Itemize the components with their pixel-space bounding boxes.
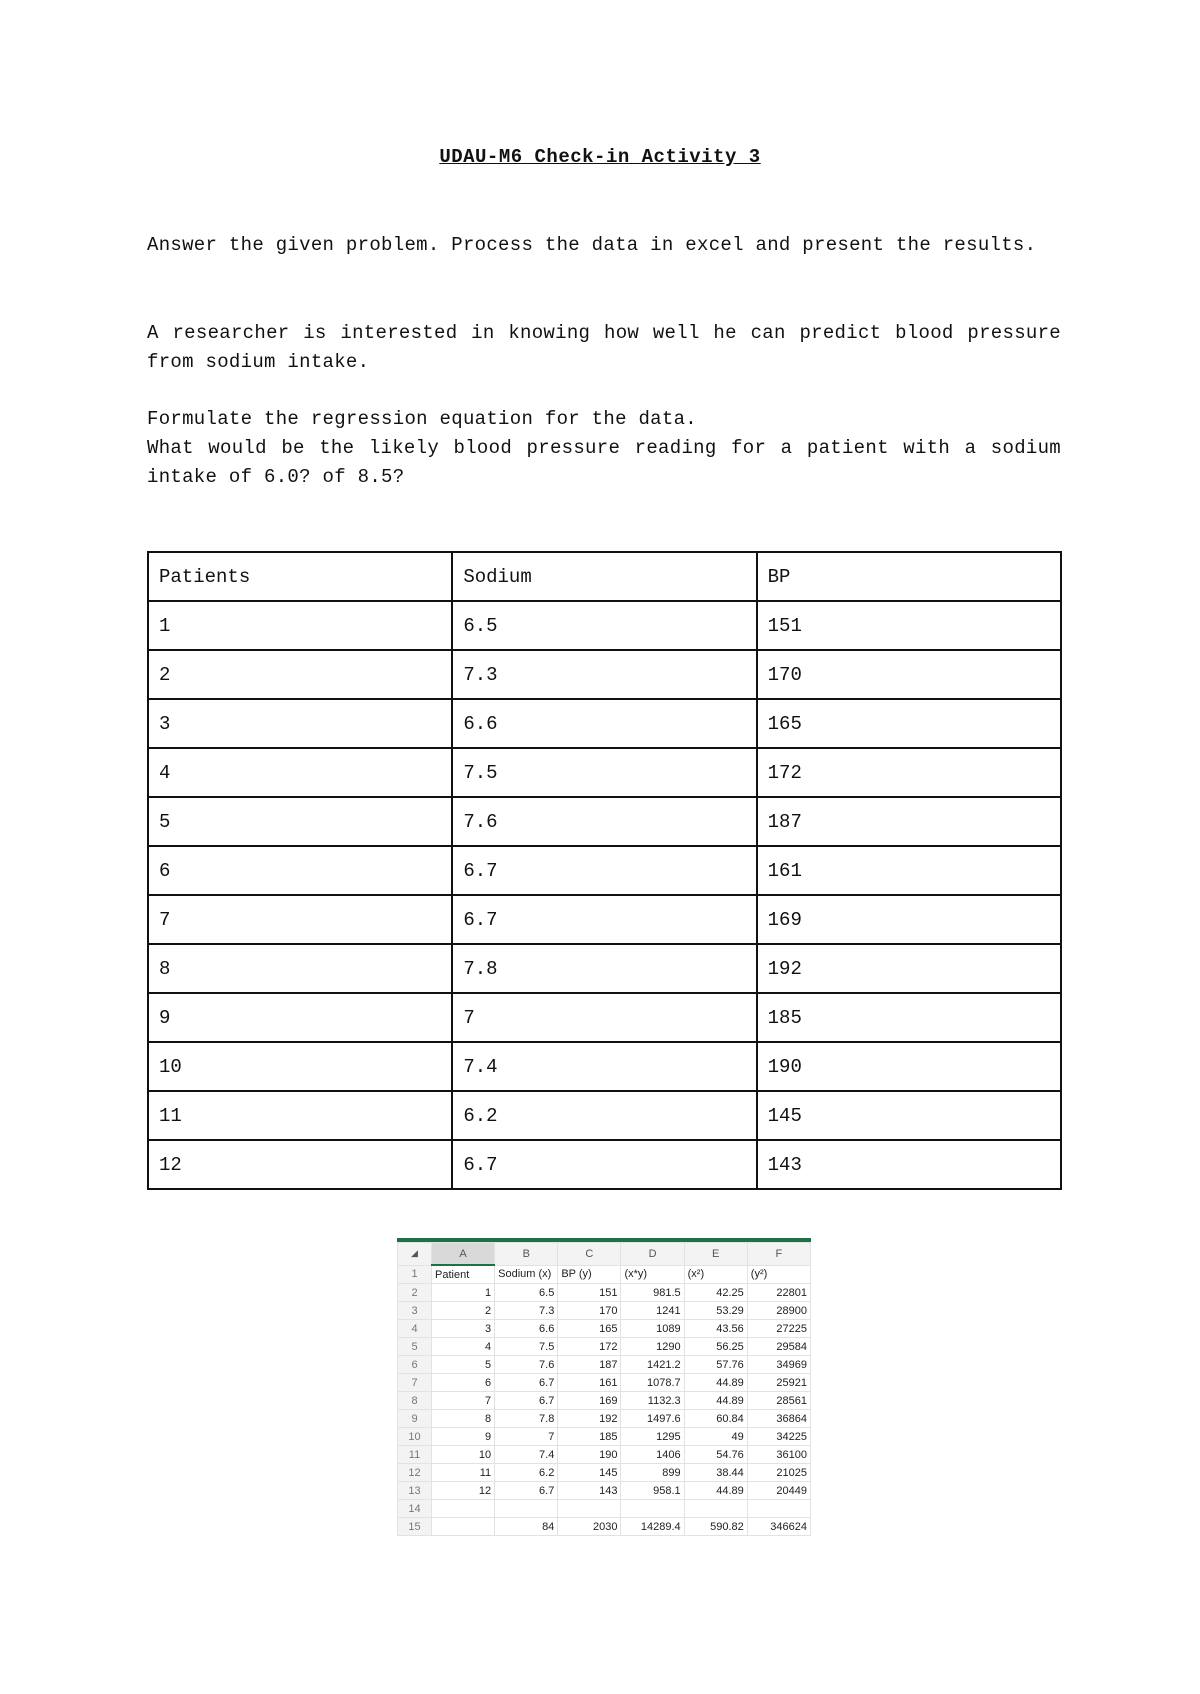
header-patients: Patients <box>148 552 452 601</box>
excel-col-d: D <box>621 1243 684 1266</box>
excel-cell: 1497.6 <box>621 1410 684 1428</box>
excel-cell: 42.25 <box>684 1284 747 1302</box>
sodium-cell: 7.6 <box>452 797 756 846</box>
data-table <box>147 551 1062 1190</box>
excel-col-c: C <box>558 1243 621 1266</box>
sodium-cell: 7.8 <box>452 944 756 993</box>
excel-cell: 1421.2 <box>621 1356 684 1374</box>
excel-col-a: A <box>432 1243 495 1266</box>
problem-statement: A researcher is interested in knowing how well he can predict blood pressure from sodium intake. <box>147 322 1061 373</box>
excel-row-number: 14 <box>398 1500 432 1518</box>
excel-cell: 1132.3 <box>621 1392 684 1410</box>
excel-cell: 143 <box>558 1482 621 1500</box>
excel-row <box>398 1500 811 1518</box>
bp-cell: 192 <box>757 944 1061 993</box>
excel-cell: 25921 <box>747 1374 810 1392</box>
table-header-row <box>148 552 1061 601</box>
excel-cell: 6.7 <box>495 1482 558 1500</box>
excel-cell: 2030 <box>558 1518 621 1536</box>
excel-cell: 22801 <box>747 1284 810 1302</box>
excel-cell: 34225 <box>747 1428 810 1446</box>
bp-cell: 151 <box>757 601 1061 650</box>
bp-cell: 169 <box>757 895 1061 944</box>
table-row <box>148 1140 1061 1189</box>
excel-row <box>398 1446 811 1464</box>
questions <box>147 405 1061 492</box>
excel-cell: 84 <box>495 1518 558 1536</box>
excel-cell: 28900 <box>747 1302 810 1320</box>
table-row <box>148 601 1061 650</box>
excel-row-number: 4 <box>398 1320 432 1338</box>
excel-row-number: 1 <box>398 1265 432 1284</box>
patient-cell: 9 <box>148 993 452 1042</box>
excel-cell: 6.2 <box>495 1464 558 1482</box>
excel-cell: 6.5 <box>495 1284 558 1302</box>
header-sodium: Sodium <box>452 552 756 601</box>
question-regression: Formulate the regression equation for the data. <box>147 408 697 430</box>
excel-row-number: 2 <box>398 1284 432 1302</box>
excel-cell: 14289.4 <box>621 1518 684 1536</box>
table-row <box>148 650 1061 699</box>
excel-row-number: 12 <box>398 1464 432 1482</box>
sodium-cell: 7 <box>452 993 756 1042</box>
excel-cell: 43.56 <box>684 1320 747 1338</box>
patient-cell: 10 <box>148 1042 452 1091</box>
excel-cell <box>558 1500 621 1518</box>
sodium-cell: 6.7 <box>452 895 756 944</box>
excel-cell: (x*y) <box>621 1265 684 1284</box>
excel-cell <box>747 1500 810 1518</box>
excel-cell: 172 <box>558 1338 621 1356</box>
sodium-cell: 7.4 <box>452 1042 756 1091</box>
excel-cell: 958.1 <box>621 1482 684 1500</box>
sodium-cell: 7.5 <box>452 748 756 797</box>
excel-row-number: 7 <box>398 1374 432 1392</box>
excel-cell: 1290 <box>621 1338 684 1356</box>
excel-cell: Sodium (x) <box>495 1265 558 1284</box>
excel-cell: 185 <box>558 1428 621 1446</box>
excel-cell: 590.82 <box>684 1518 747 1536</box>
excel-cell <box>621 1500 684 1518</box>
header-bp: BP <box>757 552 1061 601</box>
excel-cell: 6.6 <box>495 1320 558 1338</box>
excel-cell: 6.7 <box>495 1392 558 1410</box>
excel-row <box>398 1356 811 1374</box>
excel-cell: 151 <box>558 1284 621 1302</box>
excel-row <box>398 1284 811 1302</box>
excel-cell: 346624 <box>747 1518 810 1536</box>
excel-cell: 4 <box>432 1338 495 1356</box>
excel-row <box>398 1518 811 1536</box>
excel-cell: 56.25 <box>684 1338 747 1356</box>
excel-cell: 1406 <box>621 1446 684 1464</box>
excel-cell: 7.4 <box>495 1446 558 1464</box>
excel-row-number: 3 <box>398 1302 432 1320</box>
excel-cell: 21025 <box>747 1464 810 1482</box>
excel-cell: 57.76 <box>684 1356 747 1374</box>
patient-cell: 1 <box>148 601 452 650</box>
excel-cell: 1 <box>432 1284 495 1302</box>
bp-cell: 170 <box>757 650 1061 699</box>
excel-row-number: 15 <box>398 1518 432 1536</box>
patient-cell: 4 <box>148 748 452 797</box>
table-row <box>148 993 1061 1042</box>
bp-cell: 145 <box>757 1091 1061 1140</box>
sodium-cell: 6.7 <box>452 846 756 895</box>
excel-cell: 9 <box>432 1428 495 1446</box>
excel-cell <box>432 1518 495 1536</box>
sodium-cell: 6.2 <box>452 1091 756 1140</box>
excel-cell: 44.89 <box>684 1392 747 1410</box>
excel-cell: 1078.7 <box>621 1374 684 1392</box>
excel-cell: 6.7 <box>495 1374 558 1392</box>
excel-row-number: 9 <box>398 1410 432 1428</box>
excel-cell: 10 <box>432 1446 495 1464</box>
excel-screenshot <box>397 1238 811 1548</box>
excel-cell <box>432 1500 495 1518</box>
bp-cell: 172 <box>757 748 1061 797</box>
excel-cell: 165 <box>558 1320 621 1338</box>
sodium-cell: 6.5 <box>452 601 756 650</box>
excel-cell: 7.3 <box>495 1302 558 1320</box>
excel-col-b: B <box>495 1243 558 1266</box>
excel-row <box>398 1482 811 1500</box>
bp-cell: 185 <box>757 993 1061 1042</box>
excel-row-number: 10 <box>398 1428 432 1446</box>
question-prediction: What would be the likely blood pressure reading for a patient with a sodium intake of 6.0? of 8.5? <box>147 437 1061 488</box>
bp-cell: 161 <box>757 846 1061 895</box>
excel-cell: 28561 <box>747 1392 810 1410</box>
excel-cell: 7.8 <box>495 1410 558 1428</box>
excel-cell: 192 <box>558 1410 621 1428</box>
excel-row-number: 5 <box>398 1338 432 1356</box>
excel-cell: 20449 <box>747 1482 810 1500</box>
excel-cell: 5 <box>432 1356 495 1374</box>
sodium-cell: 6.6 <box>452 699 756 748</box>
excel-cell <box>684 1500 747 1518</box>
bp-cell: 165 <box>757 699 1061 748</box>
select-all-corner: ◢ <box>398 1243 432 1266</box>
bp-cell: 143 <box>757 1140 1061 1189</box>
excel-cell: 12 <box>432 1482 495 1500</box>
excel-row <box>398 1410 811 1428</box>
excel-cell: 60.84 <box>684 1410 747 1428</box>
excel-cell: 38.44 <box>684 1464 747 1482</box>
excel-row <box>398 1428 811 1446</box>
excel-row <box>398 1320 811 1338</box>
table-row <box>148 1042 1061 1091</box>
patient-cell: 7 <box>148 895 452 944</box>
document-title: UDAU-M6 Check-in Activity 3 <box>439 146 761 168</box>
patient-cell: 6 <box>148 846 452 895</box>
excel-cell: 8 <box>432 1410 495 1428</box>
excel-row <box>398 1392 811 1410</box>
excel-row-number: 8 <box>398 1392 432 1410</box>
excel-col-f: F <box>747 1243 810 1266</box>
excel-row <box>398 1265 811 1284</box>
patient-cell: 11 <box>148 1091 452 1140</box>
excel-cell: 54.76 <box>684 1446 747 1464</box>
excel-column-headers <box>398 1243 811 1266</box>
excel-cell: 7 <box>432 1392 495 1410</box>
table-row <box>148 797 1061 846</box>
excel-cell: 899 <box>621 1464 684 1482</box>
bp-cell: 187 <box>757 797 1061 846</box>
excel-cell: 34969 <box>747 1356 810 1374</box>
excel-cell: 44.89 <box>684 1482 747 1500</box>
excel-cell: 170 <box>558 1302 621 1320</box>
excel-cell: 53.29 <box>684 1302 747 1320</box>
excel-cell: 49 <box>684 1428 747 1446</box>
sodium-cell: 7.3 <box>452 650 756 699</box>
excel-row <box>398 1302 811 1320</box>
excel-cell: 1241 <box>621 1302 684 1320</box>
excel-cell: Patient <box>432 1265 495 1284</box>
excel-cell: 11 <box>432 1464 495 1482</box>
excel-row <box>398 1374 811 1392</box>
excel-cell: 190 <box>558 1446 621 1464</box>
excel-cell: 1089 <box>621 1320 684 1338</box>
patient-cell: 5 <box>148 797 452 846</box>
bp-cell: 190 <box>757 1042 1061 1091</box>
excel-cell: 187 <box>558 1356 621 1374</box>
patient-cell: 8 <box>148 944 452 993</box>
excel-cell: 3 <box>432 1320 495 1338</box>
table-row <box>148 699 1061 748</box>
instruction-paragraph: Answer the given problem. Process the data in excel and present the results. <box>147 234 1037 256</box>
excel-row-number: 11 <box>398 1446 432 1464</box>
excel-cell: 7 <box>495 1428 558 1446</box>
sodium-cell: 6.7 <box>452 1140 756 1189</box>
excel-cell: 7.6 <box>495 1356 558 1374</box>
table-row <box>148 846 1061 895</box>
excel-cell: 36864 <box>747 1410 810 1428</box>
patient-cell: 12 <box>148 1140 452 1189</box>
excel-cell: 44.89 <box>684 1374 747 1392</box>
excel-cell: (x²) <box>684 1265 747 1284</box>
excel-cell: 7.5 <box>495 1338 558 1356</box>
excel-cell: (y²) <box>747 1265 810 1284</box>
excel-cell: BP (y) <box>558 1265 621 1284</box>
patient-cell: 2 <box>148 650 452 699</box>
excel-row <box>398 1338 811 1356</box>
table-row <box>148 748 1061 797</box>
excel-cell: 29584 <box>747 1338 810 1356</box>
excel-cell: 6 <box>432 1374 495 1392</box>
excel-cell: 161 <box>558 1374 621 1392</box>
excel-row <box>398 1464 811 1482</box>
patient-cell: 3 <box>148 699 452 748</box>
excel-cell: 2 <box>432 1302 495 1320</box>
excel-row-number: 13 <box>398 1482 432 1500</box>
excel-cell: 1295 <box>621 1428 684 1446</box>
excel-cell: 27225 <box>747 1320 810 1338</box>
excel-cell: 981.5 <box>621 1284 684 1302</box>
excel-col-e: E <box>684 1243 747 1266</box>
excel-cell: 169 <box>558 1392 621 1410</box>
table-row <box>148 895 1061 944</box>
excel-row-number: 6 <box>398 1356 432 1374</box>
table-row <box>148 1091 1061 1140</box>
table-row <box>148 944 1061 993</box>
excel-cell: 145 <box>558 1464 621 1482</box>
excel-cell <box>495 1500 558 1518</box>
excel-cell: 36100 <box>747 1446 810 1464</box>
